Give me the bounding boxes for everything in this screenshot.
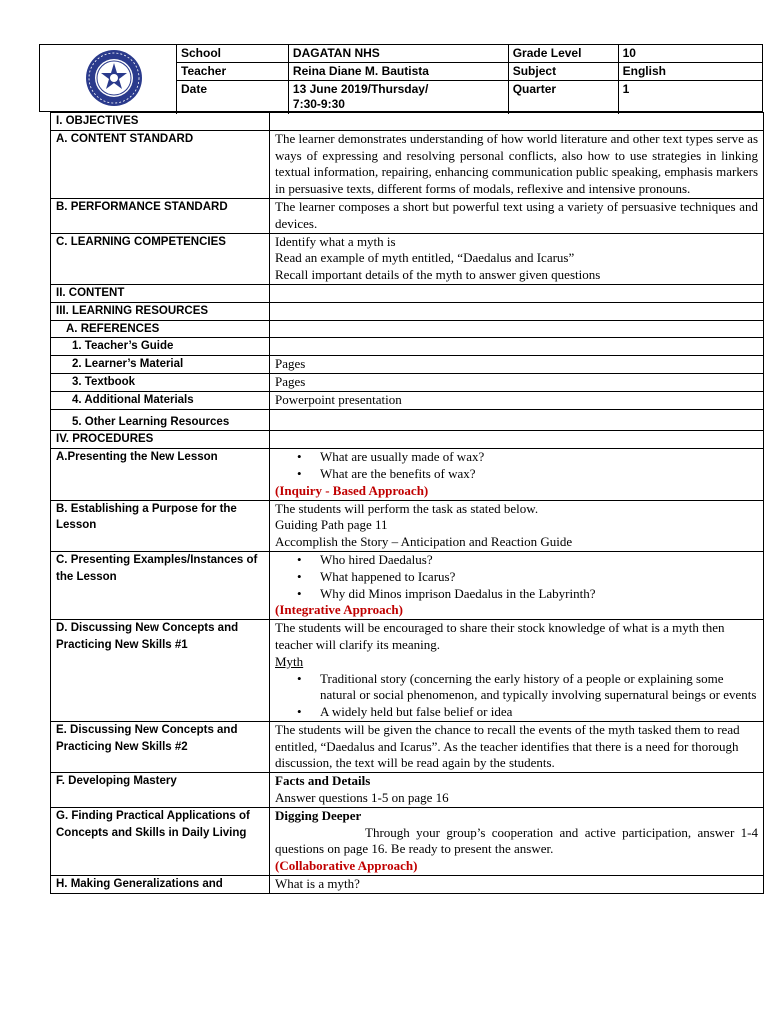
subject-label: Subject xyxy=(508,63,618,81)
content-value xyxy=(270,284,764,302)
learning-competencies-text xyxy=(270,233,764,284)
deped-seal-icon xyxy=(85,49,143,107)
date-line-2: 7:30-9:30 xyxy=(292,97,345,111)
school-value: DAGATAN NHS xyxy=(288,45,508,63)
table-row xyxy=(51,500,764,551)
learning-resources-heading: III. LEARNING RESOURCES xyxy=(51,302,270,320)
table-row xyxy=(51,338,764,356)
table-row xyxy=(51,373,764,391)
performance-standard-label: B. PERFORMANCE STANDARD xyxy=(51,198,270,233)
table-row xyxy=(51,391,764,409)
competency-line: Read an example of myth entitled, “Daedalus and Icarus” xyxy=(275,250,575,266)
teacher-label: Teacher xyxy=(177,63,289,81)
discussing1-text: The students will be encouraged to share their stock knowledge of what is a myth then teacher will clarify its meaning. xyxy=(275,620,725,652)
table-row xyxy=(51,807,764,875)
objectives-value xyxy=(270,113,764,131)
teacher-value: Reina Diane M. Bautista xyxy=(288,63,508,81)
subject-value: English xyxy=(618,63,763,81)
generalizations-label: H. Making Generalizations and xyxy=(51,876,270,894)
discussing2-text: The students will be given the chance to recall the events of the myth tasked them to read entitled, “Daedalus and Icarus”. As the teacher identifies that there is a need for thorough discussion, the text will be read again by the students. xyxy=(270,721,764,772)
other-resources-label: 5. Other Learning Resources xyxy=(72,415,230,428)
textbook-label: 3. Textbook xyxy=(72,375,136,388)
myth-bullets xyxy=(275,671,758,721)
inquiry-approach: (Inquiry - Based Approach) xyxy=(275,482,429,498)
grade-value: 10 xyxy=(618,45,763,63)
list-item: • Traditional story (concerning the early history of a people or explaining some natural or social phenomenon, and typically involving supernatural beings or events xyxy=(275,671,758,705)
additional-materials-value: Powerpoint presentation xyxy=(270,391,764,409)
facts-details-heading: Facts and Details xyxy=(275,773,371,789)
table-row xyxy=(51,409,764,431)
table-row xyxy=(51,130,764,198)
list-item: • What are the benefits of wax? xyxy=(275,466,758,483)
table-row xyxy=(51,302,764,320)
other-resources-value xyxy=(270,409,764,431)
quarter-label: Quarter xyxy=(508,81,618,115)
table-row xyxy=(51,320,764,338)
performance-standard-text: The learner composes a short but powerful text using a variety of persuasive techniques and devices. xyxy=(270,198,764,233)
date-line-1: 13 June 2019/Thursday/ xyxy=(292,82,429,96)
discussing1-label: D. Discussing New Concepts and Practicing New Skills #1 xyxy=(51,620,270,722)
teachers-guide-label: 1. Teacher’s Guide xyxy=(72,340,174,353)
myth-heading: Myth xyxy=(275,653,304,669)
lesson-plan-table xyxy=(50,112,764,894)
list-item: • What happened to Icarus? xyxy=(275,569,758,586)
digging-deeper-heading: Digging Deeper xyxy=(275,807,362,823)
examples-bullets xyxy=(275,552,758,602)
list-item: • Who hired Daedalus? xyxy=(275,552,758,569)
additional-materials-label: 4. Additional Materials xyxy=(72,393,194,406)
school-label: School xyxy=(177,45,289,63)
learners-material-value: Pages xyxy=(270,356,764,374)
table-row xyxy=(51,284,764,302)
table-row xyxy=(51,620,764,722)
header-info-table xyxy=(176,45,763,114)
presenting-bullets xyxy=(275,449,758,483)
purpose-label: B. Establishing a Purpose for the Lesson xyxy=(51,500,270,551)
references-value xyxy=(270,320,764,338)
table-row xyxy=(51,449,764,500)
table-row xyxy=(51,233,764,284)
teachers-guide-value xyxy=(270,338,764,356)
examples-label: C. Presenting Examples/Instances of the Lesson xyxy=(51,551,270,619)
content-standard-label: A. CONTENT STANDARD xyxy=(51,130,270,198)
table-row xyxy=(51,198,764,233)
mastery-label: F. Developing Mastery xyxy=(51,773,270,808)
objectives-heading: I. OBJECTIVES xyxy=(51,113,270,131)
purpose-line: Accomplish the Story – Anticipation and Reaction Guide xyxy=(275,534,573,550)
learning-resources-value xyxy=(270,302,764,320)
date-label: Date xyxy=(177,81,289,115)
purpose-line: The students will perform the task as stated below. xyxy=(275,500,539,516)
competency-line: Recall important details of the myth to answer given questions xyxy=(275,267,601,283)
list-item: • What are usually made of wax? xyxy=(275,449,758,466)
table-row xyxy=(51,356,764,374)
textbook-value: Pages xyxy=(270,373,764,391)
quarter-value: 1 xyxy=(618,81,763,115)
grade-label: Grade Level xyxy=(508,45,618,63)
mastery-text: Answer questions 1-5 on page 16 xyxy=(275,790,449,806)
procedures-value xyxy=(270,431,764,449)
list-item: • Why did Minos imprison Daedalus in the Labyrinth? xyxy=(275,586,758,603)
competency-line: Identify what a myth is xyxy=(275,233,396,249)
presenting-label: A.Presenting the New Lesson xyxy=(51,449,270,500)
content-heading: II. CONTENT xyxy=(51,284,270,302)
learners-material-label: 2. Learner’s Material xyxy=(72,358,184,371)
list-item: • A widely held but false belief or idea xyxy=(275,704,758,721)
purpose-line: Guiding Path page 11 xyxy=(275,517,388,533)
table-row xyxy=(51,721,764,772)
table-row xyxy=(51,431,764,449)
table-row xyxy=(51,551,764,619)
references-label: A. REFERENCES xyxy=(66,322,160,335)
integrative-approach: (Integrative Approach) xyxy=(275,602,403,618)
collaborative-approach: (Collaborative Approach) xyxy=(275,858,418,874)
table-row xyxy=(51,876,764,894)
logo-cell xyxy=(40,45,177,111)
procedures-heading: IV. PROCEDURES xyxy=(51,431,270,449)
table-row xyxy=(51,773,764,808)
generalizations-text: What is a myth? xyxy=(270,876,764,894)
applications-text: Through your group’s cooperation and active participation, answer 1-4 questions on page 16. Be ready to present the answer. xyxy=(275,824,758,857)
content-standard-text: The learner demonstrates understanding of how world literature and other text types serve as ways of expressing and resolving personal conflicts, also how to use strategies in linking textual information, repairing, enhancing communication public speaking, emphasis markers in persuasive texts, different forms of modals, reflexive and intensive pronouns. xyxy=(270,130,764,198)
header-block xyxy=(39,44,763,112)
date-value xyxy=(288,81,508,115)
learning-competencies-label: C. LEARNING COMPETENCIES xyxy=(51,233,270,284)
applications-label: G. Finding Practical Applications of Concepts and Skills in Daily Living xyxy=(51,807,270,875)
table-row xyxy=(51,113,764,131)
discussing2-label: E. Discussing New Concepts and Practicing New Skills #2 xyxy=(51,721,270,772)
